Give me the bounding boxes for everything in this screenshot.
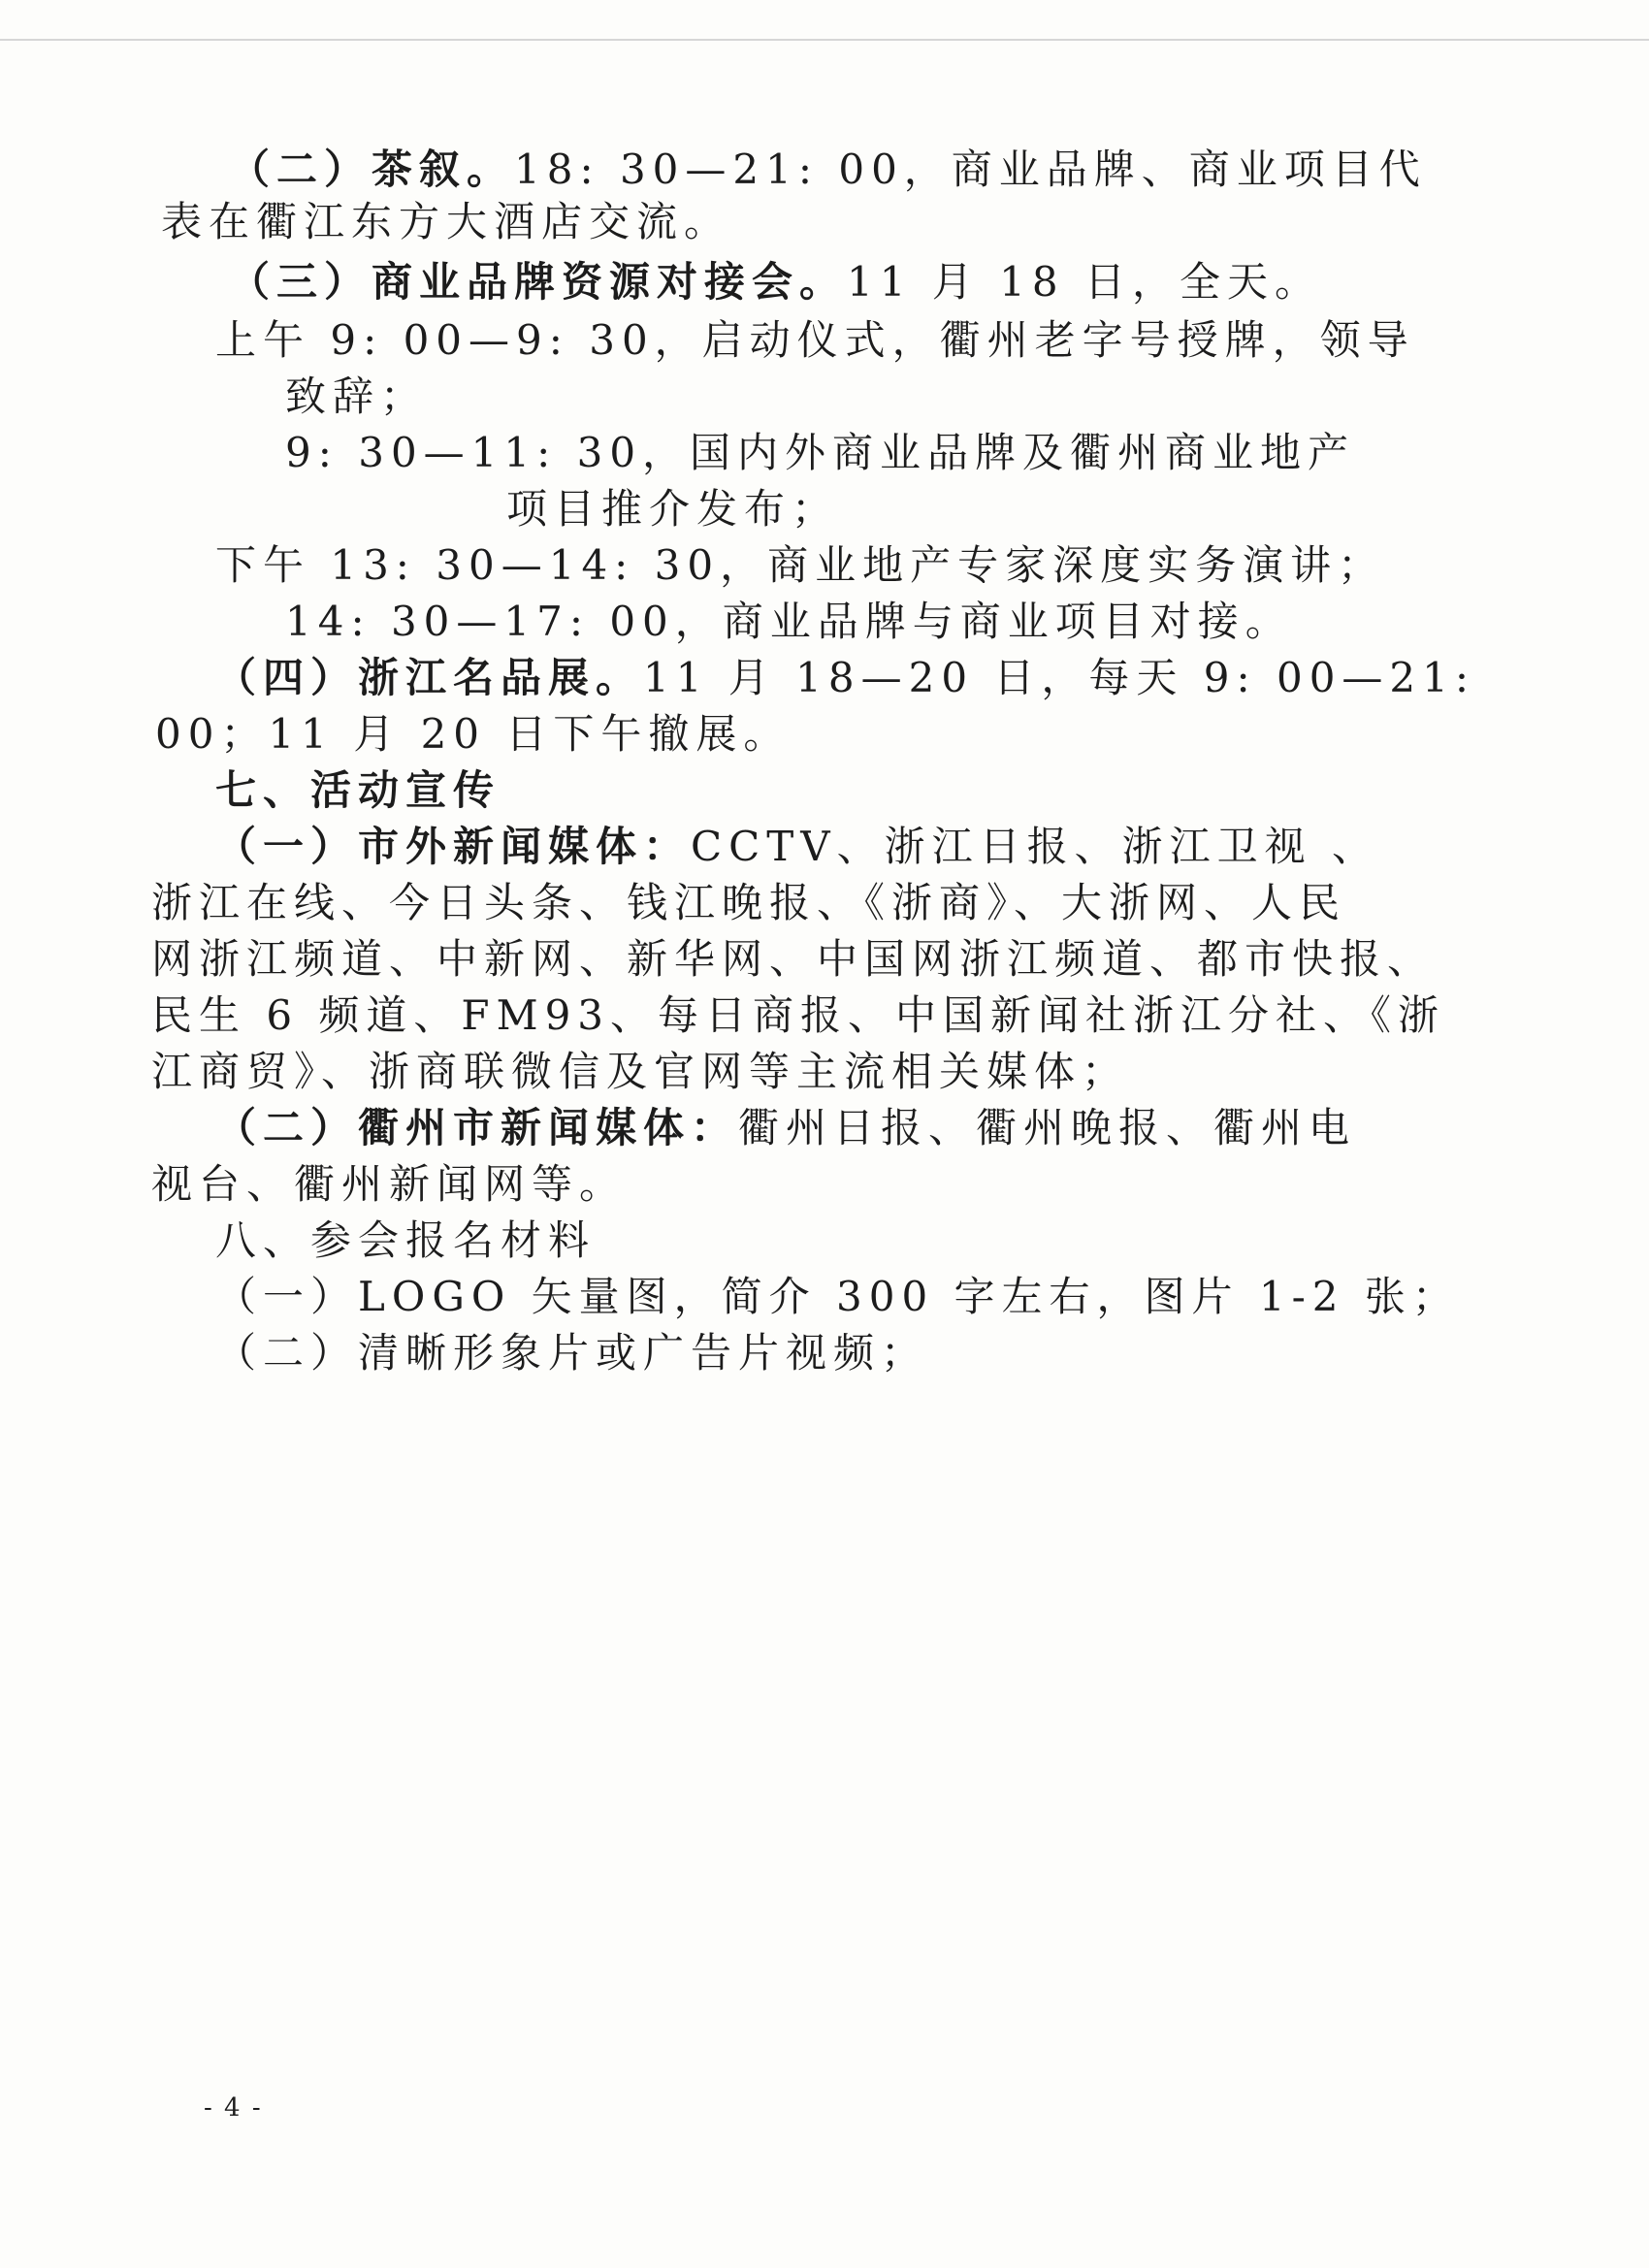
text-external-media: CCTV、浙江日报、浙江卫视 、 [691, 823, 1379, 870]
paragraph-external-media [215, 823, 1379, 870]
text-exhibition: 11 月 18—20 日，每天 9: 00—21: [643, 654, 1476, 701]
schedule-afternoon-2: 14: 30—17: 00，商业品牌与商业项目对接。 [285, 598, 1293, 645]
schedule-morning-2-cont: 项目推介发布； [506, 485, 840, 533]
paragraph-tea-break [229, 146, 1427, 193]
text-line: 视台、衢州新闻网等。 [151, 1160, 628, 1208]
scan-edge-line [0, 39, 1649, 41]
registration-item-2: （二）清晰形象片或广告片视频； [215, 1329, 929, 1377]
text-line: 民生 6 频道、FM93、每日商报、中国新闻社浙江分社、《浙 [151, 991, 1446, 1039]
registration-item-1: （一）LOGO 矢量图，简介 300 字左右，图片 1-2 张； [215, 1273, 1460, 1320]
text-resource-meeting: 11 月 18 日，全天。 [847, 258, 1322, 306]
paragraph-resource-meeting [229, 258, 1322, 306]
paragraph-local-media [215, 1104, 1357, 1151]
schedule-morning-1: 上午 9: 00—9: 30，启动仪式，衢州老字号授牌，领导 [215, 316, 1415, 364]
text-line: 网浙江频道、中新网、新华网、中国网浙江频道、都市快报、 [151, 935, 1436, 983]
text-local-media: 衢州日报、衢州晚报、衢州电 [738, 1104, 1357, 1151]
text-line: 江商贸》、浙商联微信及官网等主流相关媒体； [151, 1048, 1130, 1095]
paragraph-exhibition [215, 654, 1476, 701]
schedule-afternoon-1: 下午 13: 30—14: 30，商业地产专家深度实务演讲； [215, 541, 1386, 589]
schedule-morning-1-cont: 致辞； [285, 373, 429, 420]
text-line: 浙江在线、今日头条、钱江晚报、《浙商》、大浙网、人民 [151, 879, 1347, 926]
heading-resource-meeting: （三）商业品牌资源对接会。 [229, 258, 848, 306]
heading-local-media: （二）衢州市新闻媒体： [215, 1104, 739, 1151]
page-number: - 4 - [204, 2093, 263, 2122]
heading-tea-break: （二）茶叙。 [229, 146, 515, 193]
section-heading-publicity: 七、活动宣传 [215, 766, 501, 814]
text-tea-break: 18: 30—21: 00，商业品牌、商业项目代 [514, 146, 1427, 193]
heading-external-media: （一）市外新闻媒体： [215, 823, 692, 870]
schedule-morning-2: 9: 30—11: 30，国内外商业品牌及衢州商业地产 [285, 429, 1356, 476]
text-line: 00；11 月 20 日下午撤展。 [155, 710, 792, 758]
section-heading-registration: 八、参会报名材料 [215, 1216, 597, 1264]
heading-exhibition: （四）浙江名品展。 [215, 654, 644, 701]
text-line: 表在衢江东方大酒店交流。 [161, 198, 732, 245]
